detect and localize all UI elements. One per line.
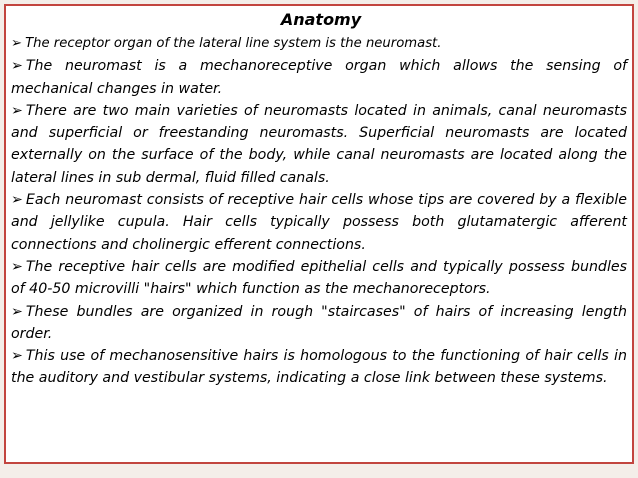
content-frame bbox=[4, 4, 634, 464]
bullet-paragraph bbox=[11, 33, 627, 55]
bullet-text: The receptor organ of the lateral line system is the neuromast. bbox=[25, 36, 442, 51]
arrow-bullet-icon: ➢ bbox=[11, 258, 23, 275]
arrow-bullet-icon: ➢ bbox=[11, 303, 23, 320]
slide-title: Anatomy bbox=[280, 10, 362, 29]
bullet-paragraph bbox=[11, 301, 627, 346]
arrow-bullet-icon: ➢ bbox=[11, 58, 23, 75]
bullet-list bbox=[11, 33, 627, 390]
bullet-text: The neuromast is a mechanoreceptive organ which allows the sensing of mechanical changes in water. bbox=[11, 58, 627, 97]
bullet-text: These bundles are organized in rough "staircases" of hairs of increasing length order. bbox=[11, 303, 627, 342]
bullet-paragraph bbox=[11, 256, 627, 301]
bullet-paragraph bbox=[11, 55, 627, 100]
bullet-paragraph bbox=[11, 345, 627, 390]
arrow-bullet-icon: ➢ bbox=[11, 36, 23, 51]
arrow-bullet-icon: ➢ bbox=[11, 348, 23, 365]
bottom-band bbox=[0, 466, 638, 478]
bullet-paragraph bbox=[11, 189, 627, 256]
bullet-text: This use of mechanosensitive hairs is homologous to the functioning of hair cells in the auditory and vestibular systems, indicating a close link between these systems. bbox=[11, 348, 627, 387]
bullet-text: The receptive hair cells are modified epithelial cells and typically possess bundles of 40-50 microvilli "hairs" which function as the mechanoreceptors. bbox=[11, 258, 627, 298]
bullet-text: There are two main varieties of neuromasts located in animals, canal neuromasts and superficial or freestanding neuromasts. Superficial neuromasts are located externally on the surface of the body, while canal neuromasts are located along the lateral lines in sub dermal, fluid filled canals. bbox=[11, 102, 627, 186]
bullet-paragraph bbox=[11, 100, 627, 189]
arrow-bullet-icon: ➢ bbox=[11, 192, 23, 209]
bullet-text: Each neuromast consists of receptive hair cells whose tips are covered by a flexible and jellylike cupula. Hair cells typically possess both glutamatergic afferent connections and cholinergic efferent connections. bbox=[11, 192, 627, 253]
arrow-bullet-icon: ➢ bbox=[11, 102, 23, 119]
